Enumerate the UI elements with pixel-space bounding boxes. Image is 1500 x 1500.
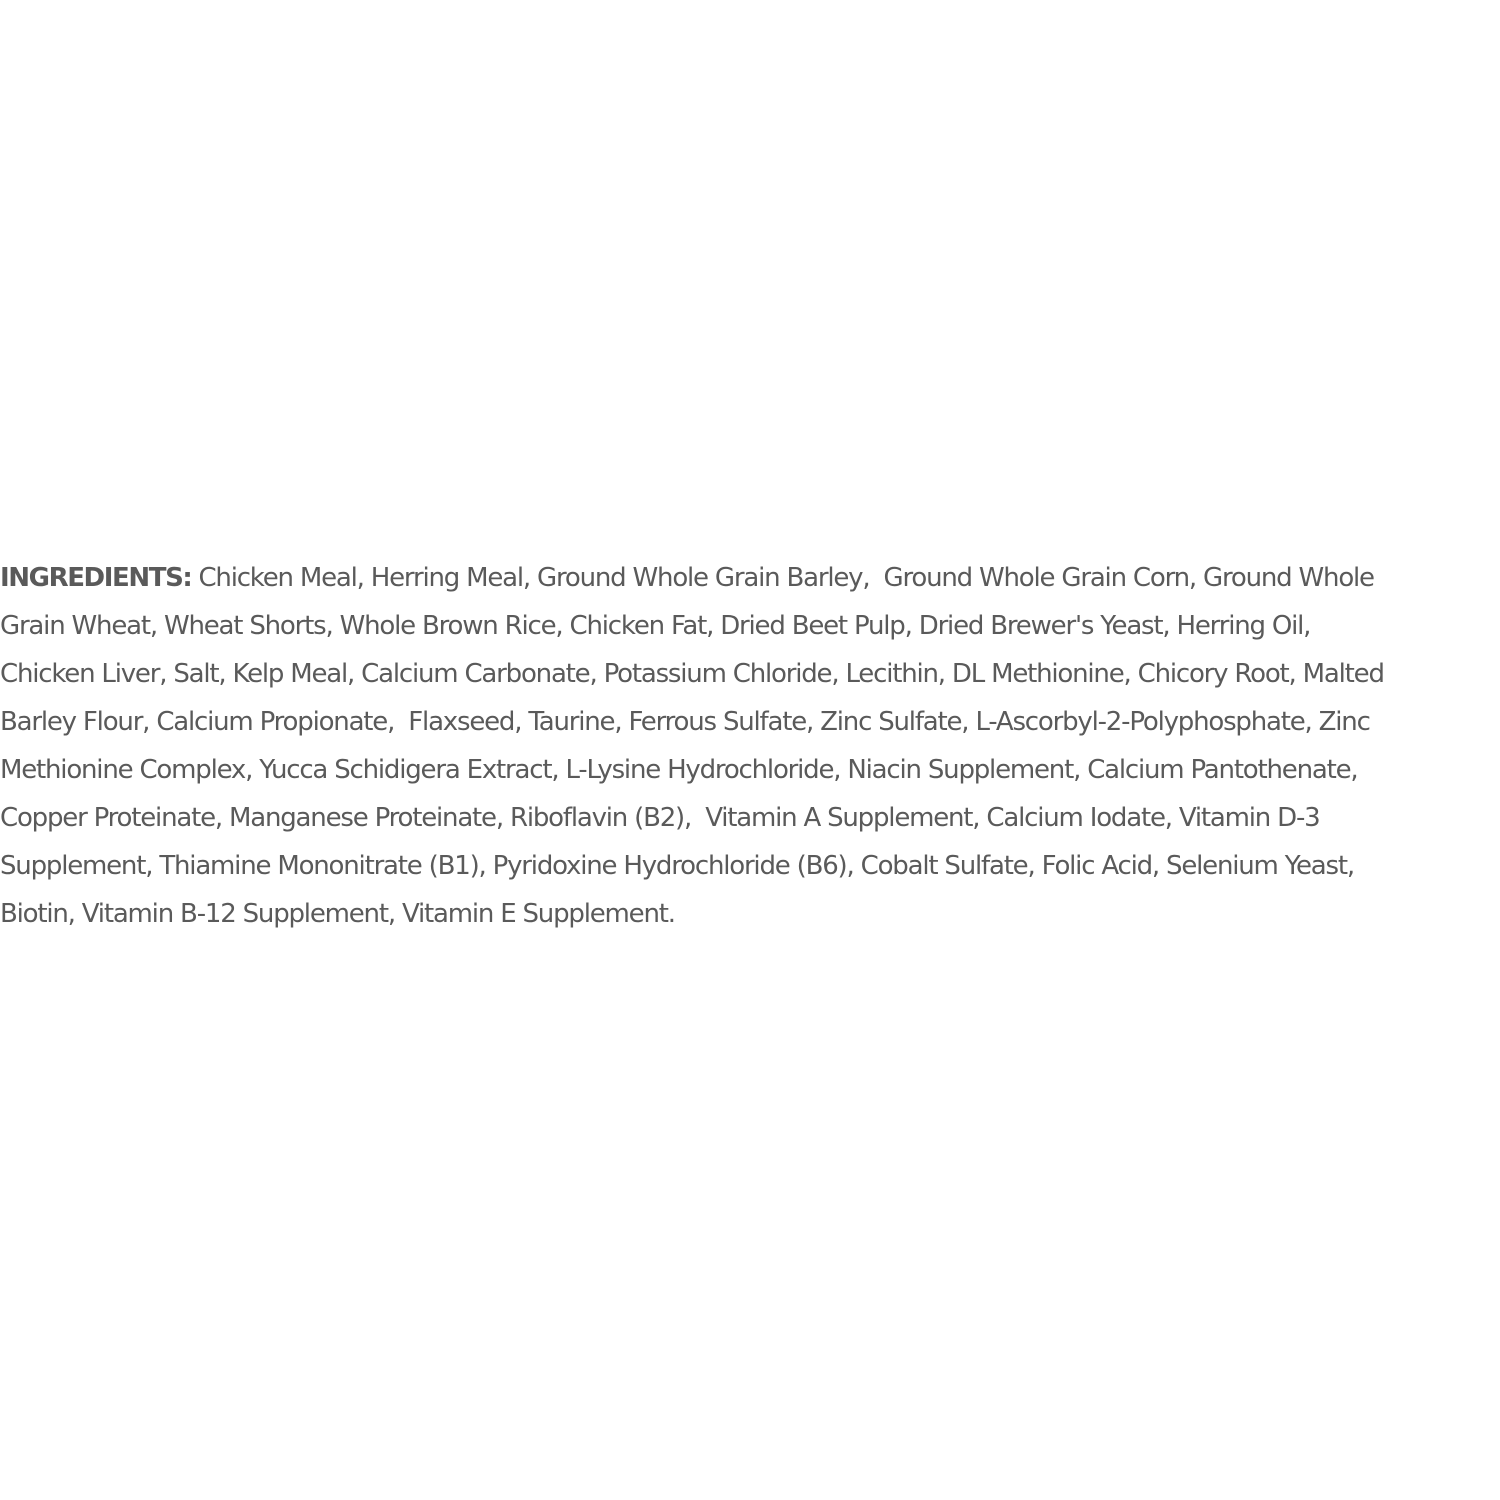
- ingredients-line: Grain Wheat, Wheat Shorts, Whole Brown Rice, Chicken Fat, Dried Beet Pulp, Dried Brewer's Yeast, Herring Oil,: [0, 611, 1311, 641]
- ingredients-line: Biotin, Vitamin B-12 Supplement, Vitamin E Supplement.: [0, 899, 675, 929]
- ingredients-line: Supplement, Thiamine Mononitrate (B1), Pyridoxine Hydrochloride (B6), Cobalt Sulfate, Folic Acid, Selenium Yeast,: [0, 851, 1354, 881]
- ingredients-line: Barley Flour, Calcium Propionate, Flaxseed, Taurine, Ferrous Sulfate, Zinc Sulfate, L-Ascorbyl-2-Polyphosphate, Zinc: [0, 707, 1370, 737]
- ingredients-list: [0, 554, 1500, 938]
- ingredients-heading: INGREDIENTS:: [0, 563, 192, 593]
- ingredients-line: Chicken Liver, Salt, Kelp Meal, Calcium Carbonate, Potassium Chloride, Lecithin, DL Methionine, Chicory Root, Malted: [0, 659, 1384, 689]
- ingredients-line: Copper Proteinate, Manganese Proteinate, Riboflavin (B2), Vitamin A Supplement, Calcium Iodate, Vitamin D-3: [0, 803, 1320, 833]
- ingredients-line-text: Chicken Meal, Herring Meal, Ground Whole Grain Barley, Ground Whole Grain Corn, Ground Whole: [191, 563, 1374, 593]
- ingredients-line: [0, 554, 1500, 602]
- ingredients-line: Methionine Complex, Yucca Schidigera Extract, L-Lysine Hydrochloride, Niacin Supplement, Calcium Pantothenate,: [0, 755, 1358, 785]
